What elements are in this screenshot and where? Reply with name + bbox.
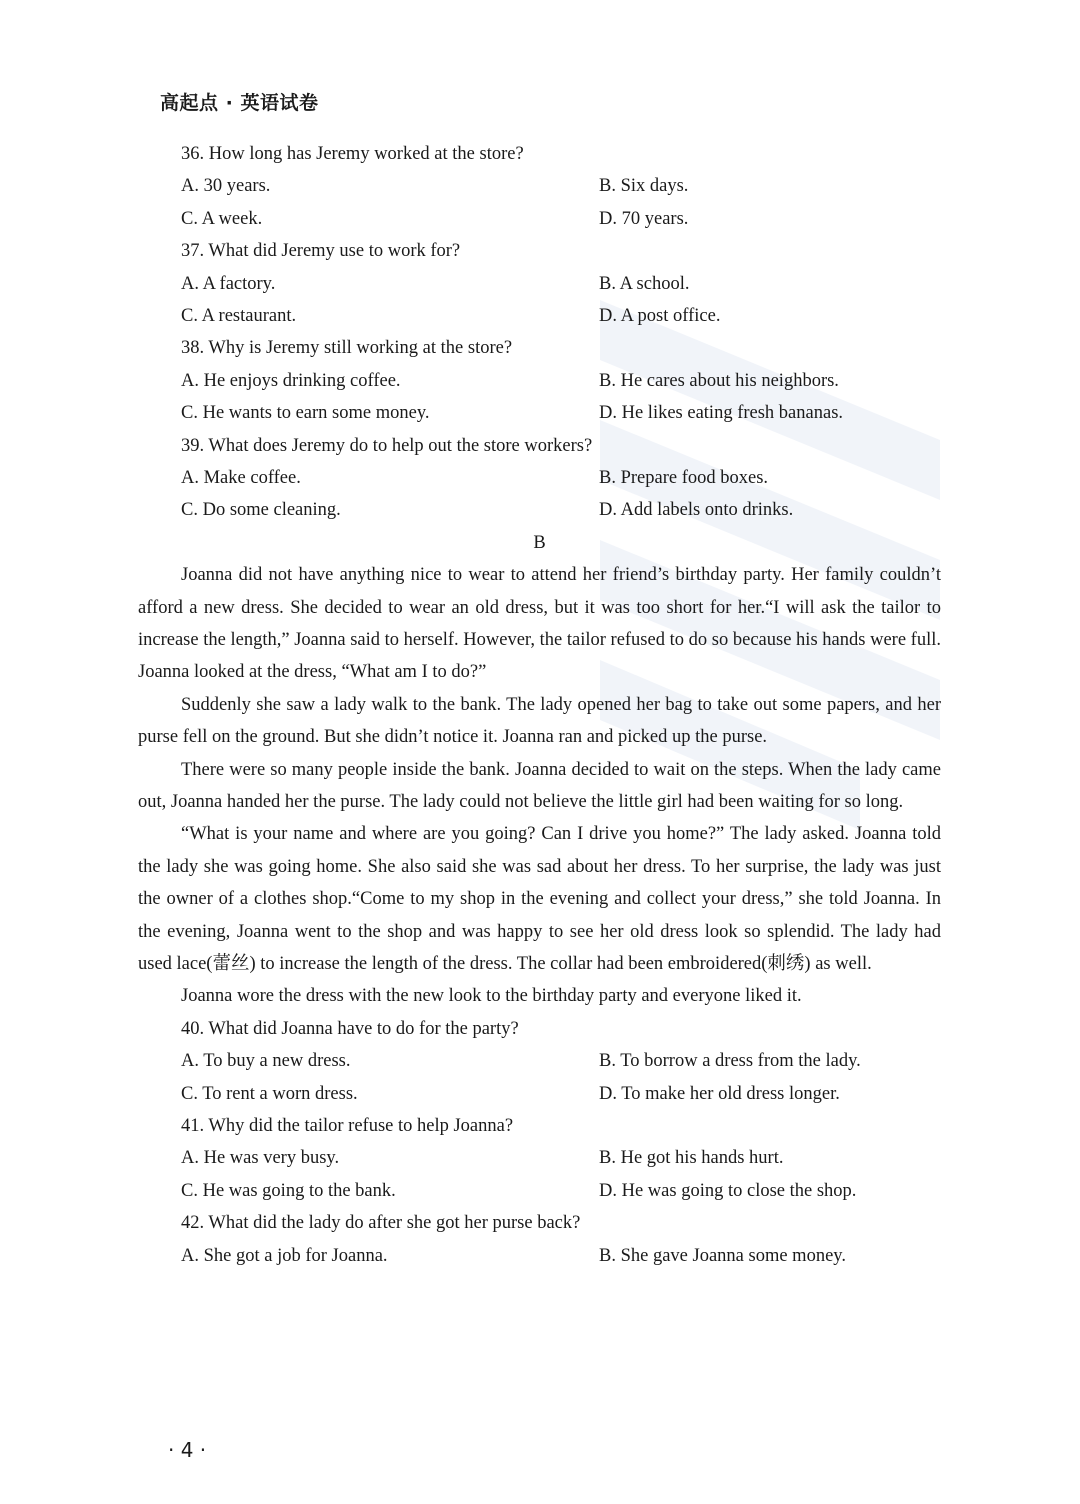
passage-paragraph-3: There were so many people inside the bank. Joanna decided to wait on the steps. When the lady came out, Joanna handed her the purse. The lady could not believe the little girl had been waiting for so long. bbox=[138, 759, 941, 812]
option-d: D. 70 years. bbox=[599, 208, 689, 229]
option-c: C. A restaurant. bbox=[181, 305, 297, 326]
question-stem: 38. Why is Jeremy still working at the store? bbox=[181, 338, 513, 359]
option-c: C. Do some cleaning. bbox=[181, 500, 341, 521]
option-b: B. He got his hands hurt. bbox=[599, 1148, 784, 1169]
option-b: B. To borrow a dress from the lady. bbox=[599, 1051, 861, 1072]
option-d: D. To make her old dress longer. bbox=[599, 1083, 840, 1104]
option-b: B. She gave Joanna some money. bbox=[599, 1245, 846, 1266]
page-header-title: 高起点 · 英语试卷 bbox=[160, 92, 319, 114]
page-number: · 4 · bbox=[168, 1438, 207, 1462]
question-36 bbox=[138, 138, 941, 235]
question-39 bbox=[138, 430, 941, 527]
question-stem: 41. Why did the tailor refuse to help Joanna? bbox=[181, 1116, 514, 1137]
option-b: B. A school. bbox=[599, 273, 690, 294]
question-37 bbox=[138, 235, 941, 332]
option-b: B. He cares about his neighbors. bbox=[599, 370, 839, 391]
option-d: D. Add labels onto drinks. bbox=[599, 500, 794, 521]
passage-paragraph-1: Joanna did not have anything nice to wear to attend her friend’s birthday party. Her family couldn’t afford a new dress. She decided to wear an old dress, but it was too short for her.“I will ask the tailor to increase the length,” Joanna said to herself. However, the tailor refused to do so because his hands were full. Joanna looked at the dress, “What am I to do?” bbox=[138, 565, 941, 683]
question-stem: 36. How long has Jeremy worked at the store? bbox=[181, 144, 524, 164]
question-41 bbox=[138, 1110, 941, 1207]
option-d: D. He was going to close the shop. bbox=[599, 1180, 857, 1201]
question-stem: 37. What did Jeremy use to work for? bbox=[181, 241, 461, 262]
option-a: A. A factory. bbox=[181, 273, 276, 294]
option-a: A. She got a job for Joanna. bbox=[181, 1245, 388, 1266]
question-38 bbox=[138, 332, 941, 429]
option-a: A. 30 years. bbox=[181, 176, 271, 197]
option-c: C. He wants to earn some money. bbox=[181, 403, 430, 424]
passage-paragraph-4: “What is your name and where are you going? Can I drive you home?” The lady asked. Joanna told the lady she was going home. She also said she was sad about her dress. To her surprise, the lady was just the owner of a clothes shop.“Come to my shop in the evening and collect your dress,” she told Joanna. In the evening, Joanna went to the shop and was happy to see her old dress look so splendid. The lady had used lace(蕾丝) to increase the length of the dress. The collar had been embroidered(刺绣) as well. bbox=[138, 824, 941, 975]
option-c: C. To rent a worn dress. bbox=[181, 1083, 358, 1104]
option-a: A. He was very busy. bbox=[181, 1148, 340, 1169]
question-stem: 39. What does Jeremy do to help out the store workers? bbox=[181, 435, 593, 456]
option-c: C. He was going to the bank. bbox=[181, 1180, 396, 1201]
passage-paragraph-2: Suddenly she saw a lady walk to the bank. The lady opened her bag to take out some papers, and her purse fell on the ground. But she didn’t notice it. Joanna ran and picked up the purse. bbox=[138, 694, 941, 748]
question-42 bbox=[138, 1207, 941, 1272]
exam-content bbox=[138, 138, 941, 1272]
option-a: A. Make coffee. bbox=[181, 467, 301, 488]
question-40 bbox=[138, 1013, 941, 1110]
question-stem: 42. What did the lady do after she got her purse back? bbox=[181, 1213, 581, 1234]
option-a: A. He enjoys drinking coffee. bbox=[181, 370, 401, 391]
passage-paragraph-5: Joanna wore the dress with the new look to the birthday party and everyone liked it. bbox=[181, 986, 802, 1007]
option-b: B. Six days. bbox=[599, 176, 689, 197]
question-stem: 40. What did Joanna have to do for the party? bbox=[181, 1018, 519, 1039]
option-c: C. A week. bbox=[181, 208, 263, 229]
option-d: D. He likes eating fresh bananas. bbox=[599, 403, 844, 424]
option-a: A. To buy a new dress. bbox=[181, 1051, 351, 1072]
option-d: D. A post office. bbox=[599, 305, 721, 326]
section-b-heading: B bbox=[533, 532, 546, 553]
option-b: B. Prepare food boxes. bbox=[599, 467, 769, 488]
